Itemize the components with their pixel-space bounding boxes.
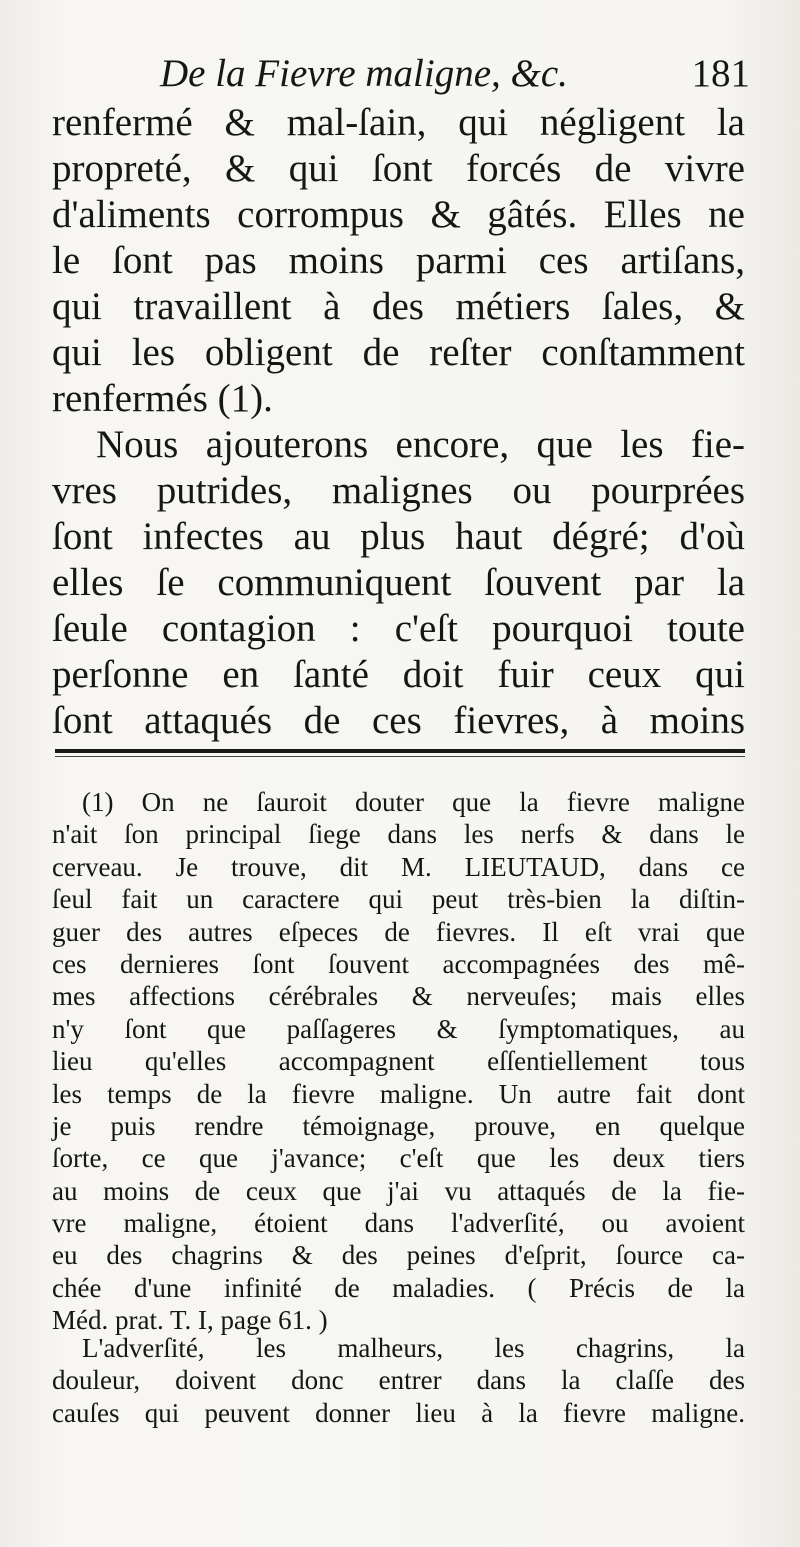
footnote-divider-thick <box>55 749 745 753</box>
text-line: propreté, & qui ſont forcés de vivre <box>52 147 745 190</box>
text-line: vres putrides, malignes ou pourprées <box>52 469 745 512</box>
text-line: elles ſe communiquent ſouvent par la <box>52 561 745 604</box>
text-line: perſonne en ſanté doit fuir ceux qui <box>52 653 745 696</box>
text-line: Nous ajouterons encore, que les fie- <box>96 423 745 466</box>
text-line: renfermé & mal-ſain, qui négligent la <box>52 101 745 144</box>
footnote-line: chée d'une infinité de maladies. ( Précis de la <box>52 1272 745 1303</box>
closing-line: cauſes qui peuvent donner lieu à la fievre maligne. <box>52 1397 745 1428</box>
closing-line: L'adverſité, les malheurs, les chagrins, la <box>82 1333 745 1363</box>
footnote-line: guer des autres eſpeces de fievres. Il eſt vrai que <box>52 916 745 947</box>
text-line: renfermés (1). <box>52 377 273 420</box>
main-text <box>52 100 745 744</box>
footnote-line: ſorte, ce que j'avance; c'eſt que les deux tiers <box>52 1143 745 1174</box>
text-line: d'aliments corrompus & gâtés. Elles ne <box>52 193 745 236</box>
footnote-line: ces dernieres ſont ſouvent accompagnées des mê- <box>52 948 745 979</box>
footnote-line: Méd. prat. T. I, page 61. ) <box>52 1305 328 1336</box>
text-line: ſont infectes au plus haut dégré; d'où <box>52 515 745 558</box>
text-line: qui les obligent de reſter conſtamment <box>52 331 745 374</box>
footnote-line: les temps de la fievre maligne. Un autre fait dont <box>52 1078 745 1109</box>
footnote-line: mes affections cérébrales & nerveuſes; mais elles <box>52 981 745 1012</box>
footnote-line: vre maligne, étoient dans l'adverſité, ou avoient <box>52 1208 745 1239</box>
footnote-line: je puis rendre témoignage, prouve, en quelque <box>52 1110 745 1141</box>
page-number: 181 <box>691 52 750 95</box>
running-header <box>160 46 750 102</box>
footnote-line: n'ait ſon principal ſiege dans les nerfs & dans le <box>52 819 745 850</box>
footnote-line: lieu qu'elles accompagnent eſſentiellement tous <box>52 1046 745 1077</box>
footnote-line: au moins de ceux que j'ai vu attaqués de la fie- <box>52 1175 745 1206</box>
footnote-line: eu des chagrins & des peines d'eſprit, ſource ca- <box>52 1240 745 1271</box>
footnote-line: ſeul fait un caractere qui peut très-bien la diſtin- <box>52 884 745 915</box>
text-line: ſont attaqués de ces fievres, à moins <box>52 699 745 742</box>
footnote-line: n'y ſont que paſſageres & ſymptomatiques, au <box>52 1013 745 1044</box>
footnote <box>52 786 745 1337</box>
closing-paragraph <box>52 1332 745 1429</box>
footnote-line: cerveau. Je trouve, dit M. LIEUTAUD, dans ce <box>52 851 745 882</box>
closing-line: douleur, doivent donc entrer dans la claſſe des <box>52 1365 745 1396</box>
footnote-divider-thin <box>55 756 745 757</box>
text-line: le ſont pas moins parmi ces artiſans, <box>52 239 745 282</box>
footnote-line: (1) On ne ſauroit douter que la fievre maligne <box>82 787 745 817</box>
text-line: ſeule contagion : c'eſt pourquoi toute <box>52 607 745 650</box>
text-line: qui travaillent à des métiers ſales, & <box>52 285 745 328</box>
running-title: De la Fievre maligne, &c. <box>160 52 568 95</box>
